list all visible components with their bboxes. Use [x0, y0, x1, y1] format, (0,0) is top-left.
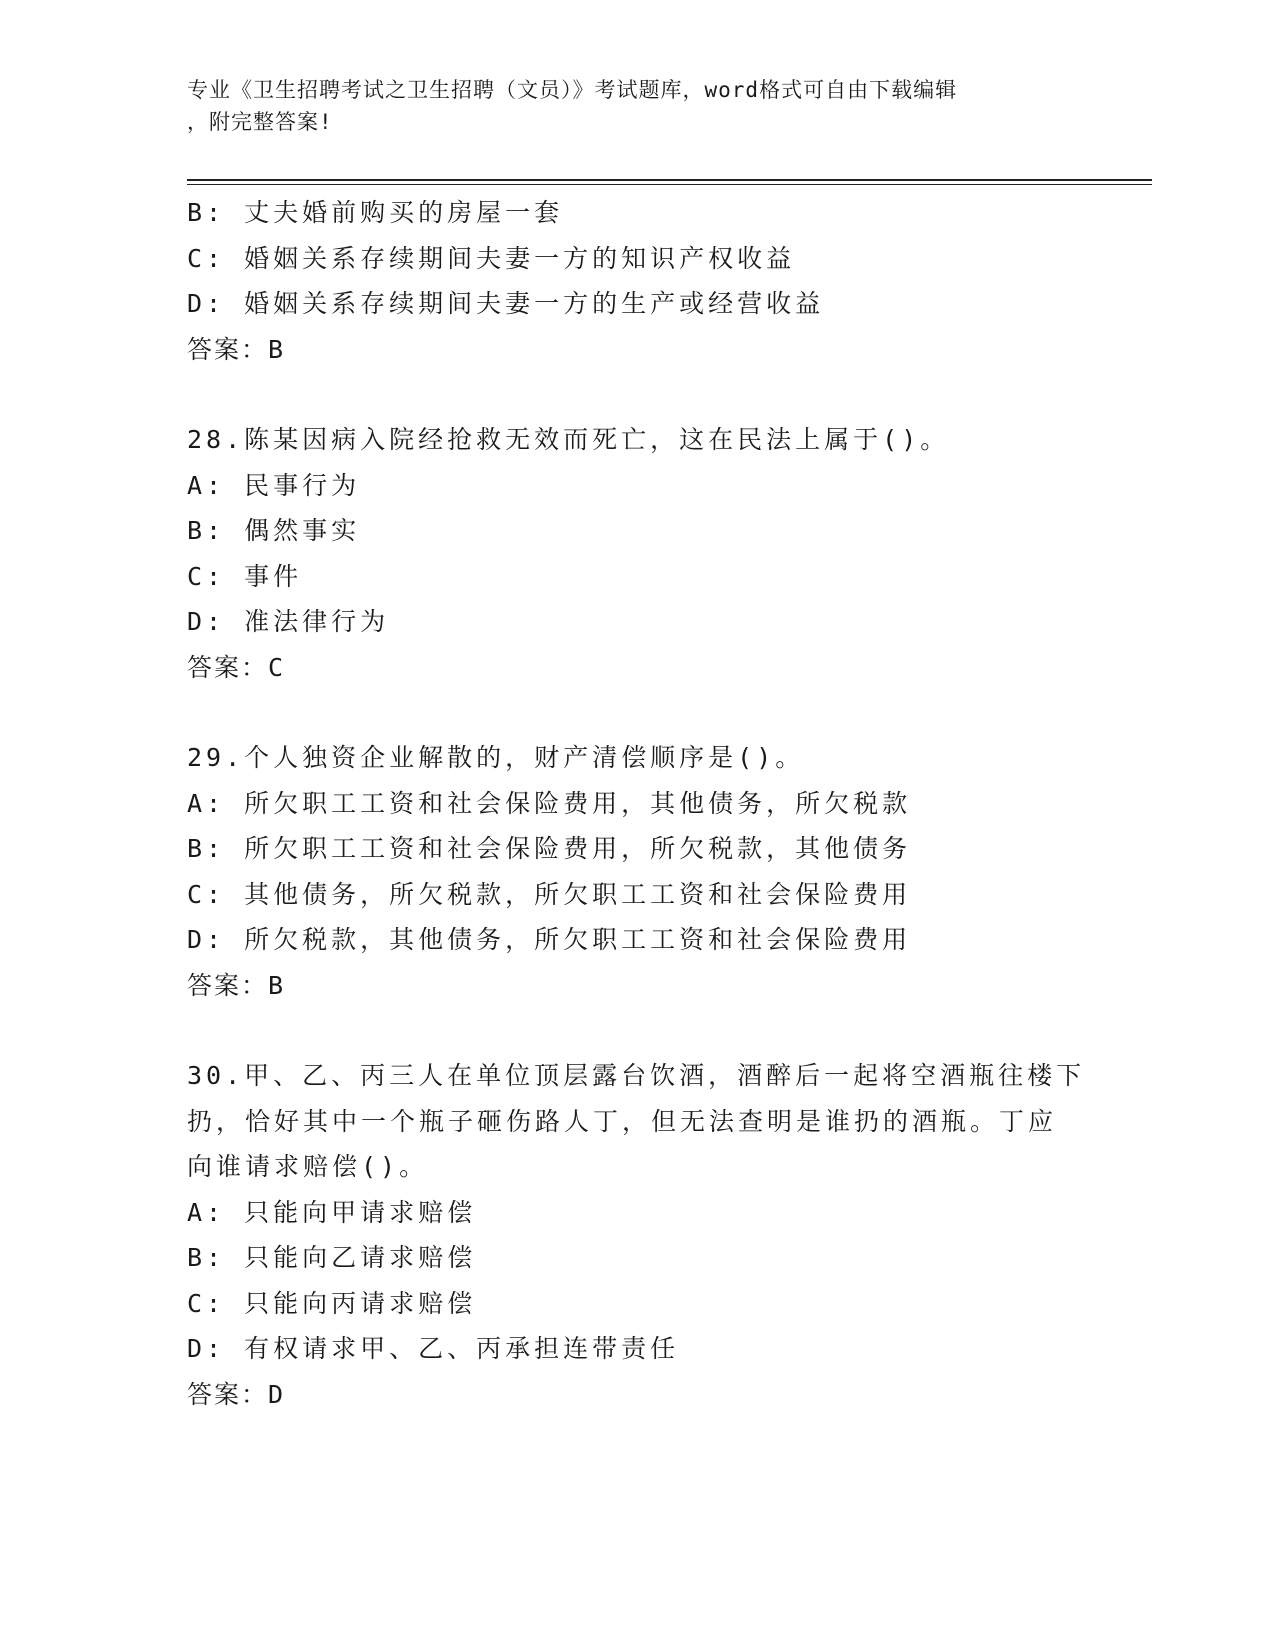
question-stem-line-1: 30.甲、乙、丙三人在单位顶层露台饮酒，酒醉后一起将空酒瓶往楼下: [187, 1061, 1086, 1090]
answer: 答案：D: [187, 1379, 286, 1409]
option-a: A: 所欠职工工资和社会保险费用，其他债务，所欠税款: [187, 788, 912, 818]
option-b: B: 所欠职工工资和社会保险费用，所欠税款，其他债务: [187, 834, 912, 863]
option-b: B: 只能向乙请求赔偿: [187, 1243, 477, 1272]
option-d: D: 有权请求甲、乙、丙承担连带责任: [187, 1334, 680, 1363]
answer: 答案：B: [187, 334, 286, 364]
question-stem-line-3: 向谁请求赔偿()。: [187, 1152, 429, 1181]
option-d: D: 婚姻关系存续期间夫妻一方的生产或经营收益: [187, 289, 825, 318]
question-30: [187, 1053, 1087, 1417]
option-c: C: 事件: [187, 561, 303, 591]
document-header: [187, 74, 1087, 138]
option-d: D: 所欠税款，其他债务，所欠职工工资和社会保险费用: [187, 925, 912, 954]
option-b: B: 偶然事实: [187, 516, 361, 545]
question-28: [187, 417, 1087, 690]
option-d: D: 准法律行为: [187, 607, 390, 636]
question-27-tail: [187, 190, 1087, 372]
question-29: [187, 735, 1087, 1008]
option-b: B: 丈夫婚前购买的房屋一套: [187, 198, 564, 227]
question-list: [187, 190, 1087, 1417]
question-stem-line-2: 扔，恰好其中一个瓶子砸伤路人丁，但无法查明是谁扔的酒瓶。丁应: [187, 1106, 1058, 1136]
option-c: C: 其他债务，所欠税款，所欠职工工资和社会保险费用: [187, 879, 912, 909]
header-divider-thick: [187, 179, 1152, 181]
header-line-1: 专业《卫生招聘考试之卫生招聘（文员）》考试题库，word格式可自由下载编辑: [187, 78, 958, 102]
answer: 答案：C: [187, 652, 286, 682]
option-c: C: 只能向丙请求赔偿: [187, 1288, 477, 1318]
option-c: C: 婚姻关系存续期间夫妻一方的知识产权收益: [187, 243, 796, 273]
question-stem: 28.陈某因病入院经抢救无效而死亡，这在民法上属于()。: [187, 425, 950, 454]
answer: 答案：B: [187, 970, 286, 1000]
header-divider-thin: [187, 184, 1152, 185]
question-stem: 29.个人独资企业解散的，财产清偿顺序是()。: [187, 743, 805, 772]
option-a: A: 民事行为: [187, 470, 361, 500]
header-line-2: ，附完整答案!: [187, 110, 333, 134]
option-a: A: 只能向甲请求赔偿: [187, 1197, 477, 1227]
